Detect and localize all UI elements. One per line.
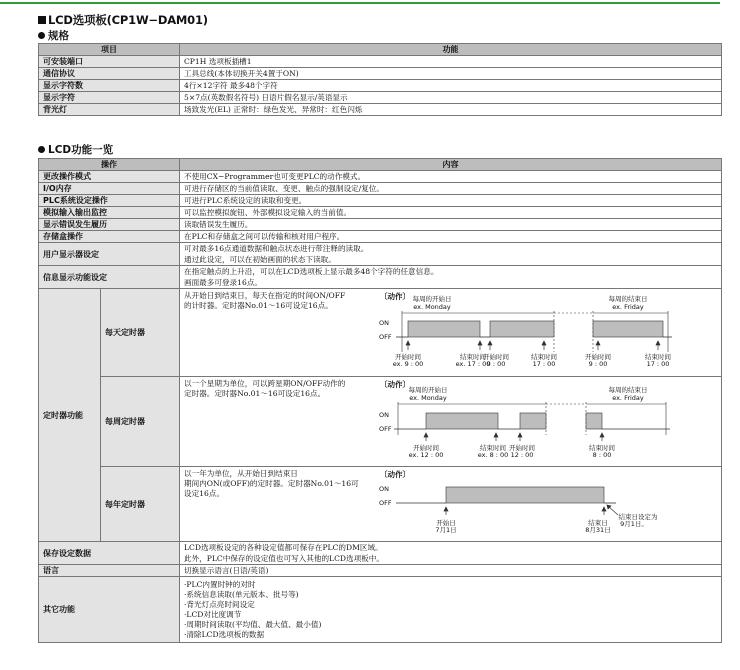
on-label: ON bbox=[379, 319, 389, 327]
weekly-timer-diagram bbox=[376, 377, 676, 466]
on-pulse bbox=[408, 321, 480, 337]
table-row bbox=[39, 289, 722, 377]
svg-text:ON: ON bbox=[379, 411, 389, 419]
svg-text:结束时间: 结束时间 bbox=[531, 353, 557, 361]
table-row: I/O内存 可进行存储区的当前值读取、变更、触点的强制设定/复位。 bbox=[39, 183, 722, 195]
on-pulse bbox=[446, 487, 604, 503]
table-row: 语言 切换显示语言(日语/英语) bbox=[39, 565, 722, 577]
daily-timer-cell: 从开始日到结束日，每天在指定的时间ON/OFF 的计时器。定时器No.01～16可设定16点。 〔动作〕 每周的开始日 ex. Monday 每周的结束日 ex. Friday ON OFF 开始时间 ex. 9 : 00 结束时间 ex. 17 : 00 开始时间 9 : 00 结束时间 17 : 00 开始时间 9 : 00 结束时间 17 : 00 bbox=[180, 289, 722, 377]
start-day-example: ex. Monday bbox=[413, 303, 451, 311]
start-day-label: 每周的开始日 bbox=[412, 295, 452, 303]
table-row: 保存设定数据 LCD选项板设定的各种设定值都可保存在PLC的DM区域。 此外，PLC中保存的设定值也可写入其他的LCD选项板中。 bbox=[39, 542, 722, 565]
svg-text:ex. 9 : 00: ex. 9 : 00 bbox=[392, 360, 424, 368]
col-header-content: 内容 bbox=[180, 159, 722, 171]
svg-text:9 : 00: 9 : 00 bbox=[588, 360, 608, 368]
on-pulse bbox=[426, 413, 498, 429]
svg-text:开始时间: 开始时间 bbox=[395, 353, 421, 361]
col-header-operation: 操作 bbox=[39, 159, 180, 171]
other-functions-list bbox=[180, 577, 722, 643]
svg-text:ON: ON bbox=[379, 485, 389, 493]
svg-text:结束日: 结束日 bbox=[588, 519, 608, 527]
svg-text:每周的结束日: 每周的结束日 bbox=[608, 386, 648, 394]
svg-text:8月31日: 8月31日 bbox=[585, 526, 611, 534]
svg-text:9 : 00: 9 : 00 bbox=[486, 360, 506, 368]
svg-text:17 : 00: 17 : 00 bbox=[532, 360, 556, 368]
action-label: 〔动作〕 bbox=[380, 380, 410, 389]
svg-text:OFF: OFF bbox=[379, 425, 392, 433]
yearly-timer-diagram bbox=[376, 467, 676, 541]
svg-text:ex. Friday: ex. Friday bbox=[612, 394, 644, 402]
square-bullet-icon bbox=[38, 16, 46, 24]
bullet-icon bbox=[38, 32, 45, 39]
action-label: 〔动作〕 bbox=[380, 470, 410, 479]
svg-text:结束时间: 结束时间 bbox=[589, 444, 615, 452]
svg-text:ex. 8 : 00: ex. 8 : 00 bbox=[477, 451, 509, 459]
list-item: ·背光灯点亮时间设定 bbox=[184, 599, 255, 609]
on-pulse bbox=[520, 413, 546, 429]
svg-text:每周的开始日: 每周的开始日 bbox=[408, 386, 448, 394]
function-table bbox=[38, 158, 722, 643]
table-row bbox=[39, 377, 722, 467]
timer-group-label: 定时器功能 bbox=[39, 289, 101, 542]
table-row: PLC系统设定操作 可进行PLC系统设定的读取和变更。 bbox=[39, 195, 722, 207]
svg-text:开始日: 开始日 bbox=[436, 519, 456, 527]
function-heading: LCD功能一览 bbox=[38, 142, 113, 157]
table-row: 用户显示器设定 可对最多16点通道数据和触点状态进行带注释的读取。 通过此设定，可以在初始画面的状态下读取。 bbox=[39, 243, 722, 266]
svg-text:8 : 00: 8 : 00 bbox=[592, 451, 612, 459]
col-header-item: 项目 bbox=[39, 44, 180, 56]
svg-text:ex. 17 : 00: ex. 17 : 00 bbox=[455, 360, 491, 368]
table-row: 模拟输入输出监控 可以监控模拟旋钮、外部模拟设定输入的当前值。 bbox=[39, 207, 722, 219]
table-row: 其它功能 ·PLC内置时钟的对时 ·系统信息读取(单元版本、批号等) ·背光灯点亮时间设定 ·LCD对比度调节 ·周期时间读取(平均值、最大值、最小值) ·清除LCD选项板的数据 bbox=[39, 577, 722, 643]
page-title: LCD选项板(CP1W−DAM01) bbox=[38, 12, 208, 28]
on-pulse bbox=[490, 321, 554, 337]
action-label: 〔动作〕 bbox=[380, 292, 410, 301]
table-row: 存储盒操作 在PLC和存储盒之间可以传输和核对用户程序。 bbox=[39, 231, 722, 243]
svg-text:开始时间: 开始时间 bbox=[585, 353, 611, 361]
svg-text:OFF: OFF bbox=[379, 499, 392, 507]
svg-text:ex. 12 : 00: ex. 12 : 00 bbox=[408, 451, 444, 459]
svg-text:12 : 00: 12 : 00 bbox=[510, 451, 534, 459]
svg-text:结束时间: 结束时间 bbox=[460, 353, 486, 361]
svg-text:7月1日: 7月1日 bbox=[435, 526, 457, 534]
svg-text:ex. Monday: ex. Monday bbox=[409, 394, 447, 402]
end-day-example: ex. Friday bbox=[612, 303, 644, 311]
top-rule bbox=[0, 2, 720, 4]
on-pulse bbox=[593, 321, 663, 337]
list-item: ·清除LCD选项板的数据 bbox=[184, 629, 265, 639]
svg-text:开始时间: 开始时间 bbox=[413, 444, 439, 452]
table-row: 更改操作模式 不使用CX−Programmer也可变更PLC的动作模式。 bbox=[39, 171, 722, 183]
svg-text:结束日设定为: 结束日设定为 bbox=[618, 513, 658, 521]
table-row bbox=[39, 467, 722, 542]
bullet-icon bbox=[38, 146, 45, 153]
weekly-timer-label: 每周定时器 bbox=[101, 377, 180, 467]
yearly-timer-label: 每年定时器 bbox=[101, 467, 180, 542]
on-pulse bbox=[586, 413, 602, 429]
list-item: ·PLC内置时钟的对时 bbox=[184, 579, 256, 589]
svg-text:开始时间: 开始时间 bbox=[483, 353, 509, 361]
daily-timer-label: 每天定时器 bbox=[101, 289, 180, 377]
col-header-function: 功能 bbox=[180, 44, 722, 56]
off-label: OFF bbox=[379, 333, 392, 341]
list-item: ·周期时间读取(平均值、最大值、最小值) bbox=[184, 619, 322, 629]
yearly-timer-cell: 以一年为单位，从开始日到结束日 期间内ON(或OFF)的定时器。定时器No.01～16可 设定16点。 〔动作〕 ON OFF 开始日 7月1日 结束日 8月31日 结束日设定为 9月1日。 bbox=[180, 467, 722, 542]
svg-text:结束时间: 结束时间 bbox=[645, 353, 671, 361]
list-item: ·LCD对比度调节 bbox=[184, 609, 242, 619]
table-row: 显示字符 5×7点(英数假名符号) 日语片假名显示/英语显示 bbox=[39, 92, 722, 104]
table-row: 信息显示功能设定 在指定触点的上升沿，可以在LCD选项板上显示最多48个字符的任意信息。 画面最多可登录16点。 bbox=[39, 266, 722, 289]
spec-table bbox=[38, 43, 722, 116]
end-day-label: 每周的结束日 bbox=[608, 295, 648, 303]
weekly-timer-cell: 以一个星期为单位，可以跨星期ON/OFF动作的 定时器。定时器No.01～16可设定16点。 〔动作〕 每周的开始日 ex. Monday 每周的结束日 ex. Friday ON OFF 开始时间 ex. 12 : 00 结束时间 ex. 8 : 00 开始时间 12 : 00 结束时间 8 : 00 bbox=[180, 377, 722, 467]
daily-timer-diagram bbox=[376, 289, 676, 376]
list-item: ·系统信息读取(单元版本、批号等) bbox=[184, 589, 299, 599]
table-row: 可安装端口 CP1H 选项板插槽1 bbox=[39, 56, 722, 68]
svg-text:结束时间: 结束时间 bbox=[480, 444, 506, 452]
svg-text:开始时间: 开始时间 bbox=[509, 444, 535, 452]
table-row: 显示字符数 4行×12字符 最多48个字符 bbox=[39, 80, 722, 92]
table-row: 背光灯 场致发光(EL) 正常时：绿色发光、异常时：红色闪烁 bbox=[39, 104, 722, 116]
svg-text:9月1日。: 9月1日。 bbox=[620, 520, 648, 528]
table-row: 通信协议 工具总线(本体切换开关4置于ON) bbox=[39, 68, 722, 80]
spec-heading: 规格 bbox=[38, 28, 69, 43]
table-row: 显示错误发生履历 读取错误发生履历。 bbox=[39, 219, 722, 231]
svg-text:17 : 00: 17 : 00 bbox=[646, 360, 670, 368]
